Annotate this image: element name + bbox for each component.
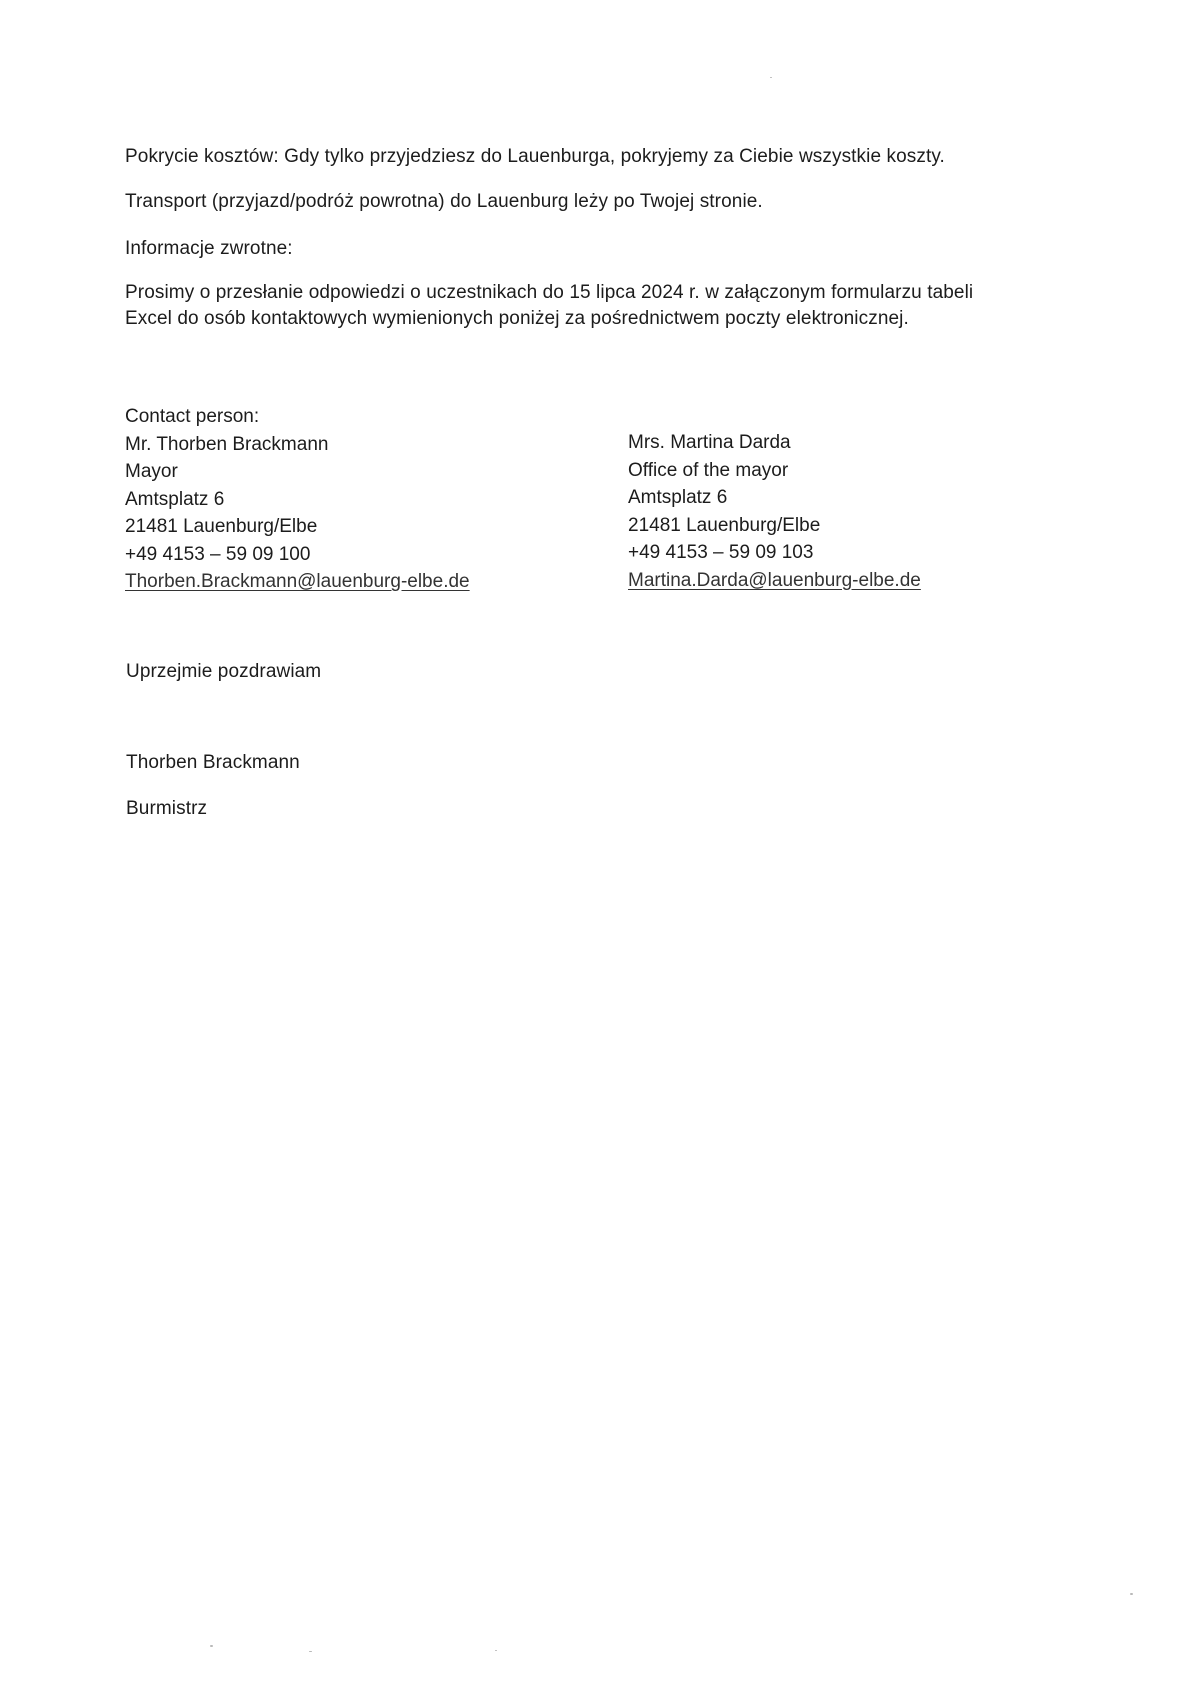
signer-name: Thorben Brackmann: [126, 752, 300, 773]
contact-heading: Contact person:: [125, 406, 260, 427]
scan-speck: [770, 77, 772, 78]
signer-title: Burmistrz: [126, 798, 208, 819]
request-line-1: Prosimy o przesłanie odpowiedzi o uczestnikach do 15 lipca 2024 r. w załączonym formularzu tabeli: [125, 282, 974, 303]
contact-email-link[interactable]: Martina.Darda@lauenburg-elbe.de: [628, 569, 921, 591]
contact-card-brackmann: [125, 403, 470, 596]
contacts-section: [125, 403, 1125, 603]
transport-paragraph: Transport (przyjazd/podróż powrotna) do Lauenburg leży po Twojej stronie.: [125, 191, 763, 212]
contact-street: Amtsplatz 6: [125, 488, 225, 510]
scan-speck: [309, 1651, 312, 1652]
contact-city: 21481 Lauenburg/Elbe: [628, 514, 821, 536]
request-paragraph: [125, 280, 973, 332]
contact-name: Mr. Thorben Brackmann: [125, 433, 329, 455]
contact-street: Amtsplatz 6: [628, 487, 728, 508]
contact-email-link[interactable]: Thorben.Brackmann@lauenburg-elbe.de: [125, 571, 470, 592]
request-line-2: Excel do osób kontaktowych wymienionych poniżej za pośrednictwem poczty elektronicznej.: [125, 308, 909, 329]
contact-role: Mayor: [125, 461, 178, 482]
contact-name: Mrs. Martina Darda: [628, 432, 791, 453]
contact-phone: +49 4153 – 59 09 103: [628, 542, 814, 563]
contact-phone: +49 4153 – 59 09 100: [125, 543, 311, 565]
contact-city: 21481 Lauenburg/Elbe: [125, 516, 318, 537]
contact-role: Office of the mayor: [628, 459, 789, 481]
scan-speck: [1130, 1593, 1133, 1595]
scan-speck: [210, 1645, 213, 1647]
closing-greeting: Uprzejmie pozdrawiam: [126, 661, 322, 682]
costs-paragraph: Pokrycie kosztów: Gdy tylko przyjedziesz do Lauenburga, pokryjemy za Ciebie wszystkie koszty.: [125, 146, 945, 167]
contact-card-darda: [628, 429, 921, 594]
scan-speck: [495, 1650, 497, 1651]
feedback-heading: Informacje zwrotne:: [125, 238, 293, 259]
